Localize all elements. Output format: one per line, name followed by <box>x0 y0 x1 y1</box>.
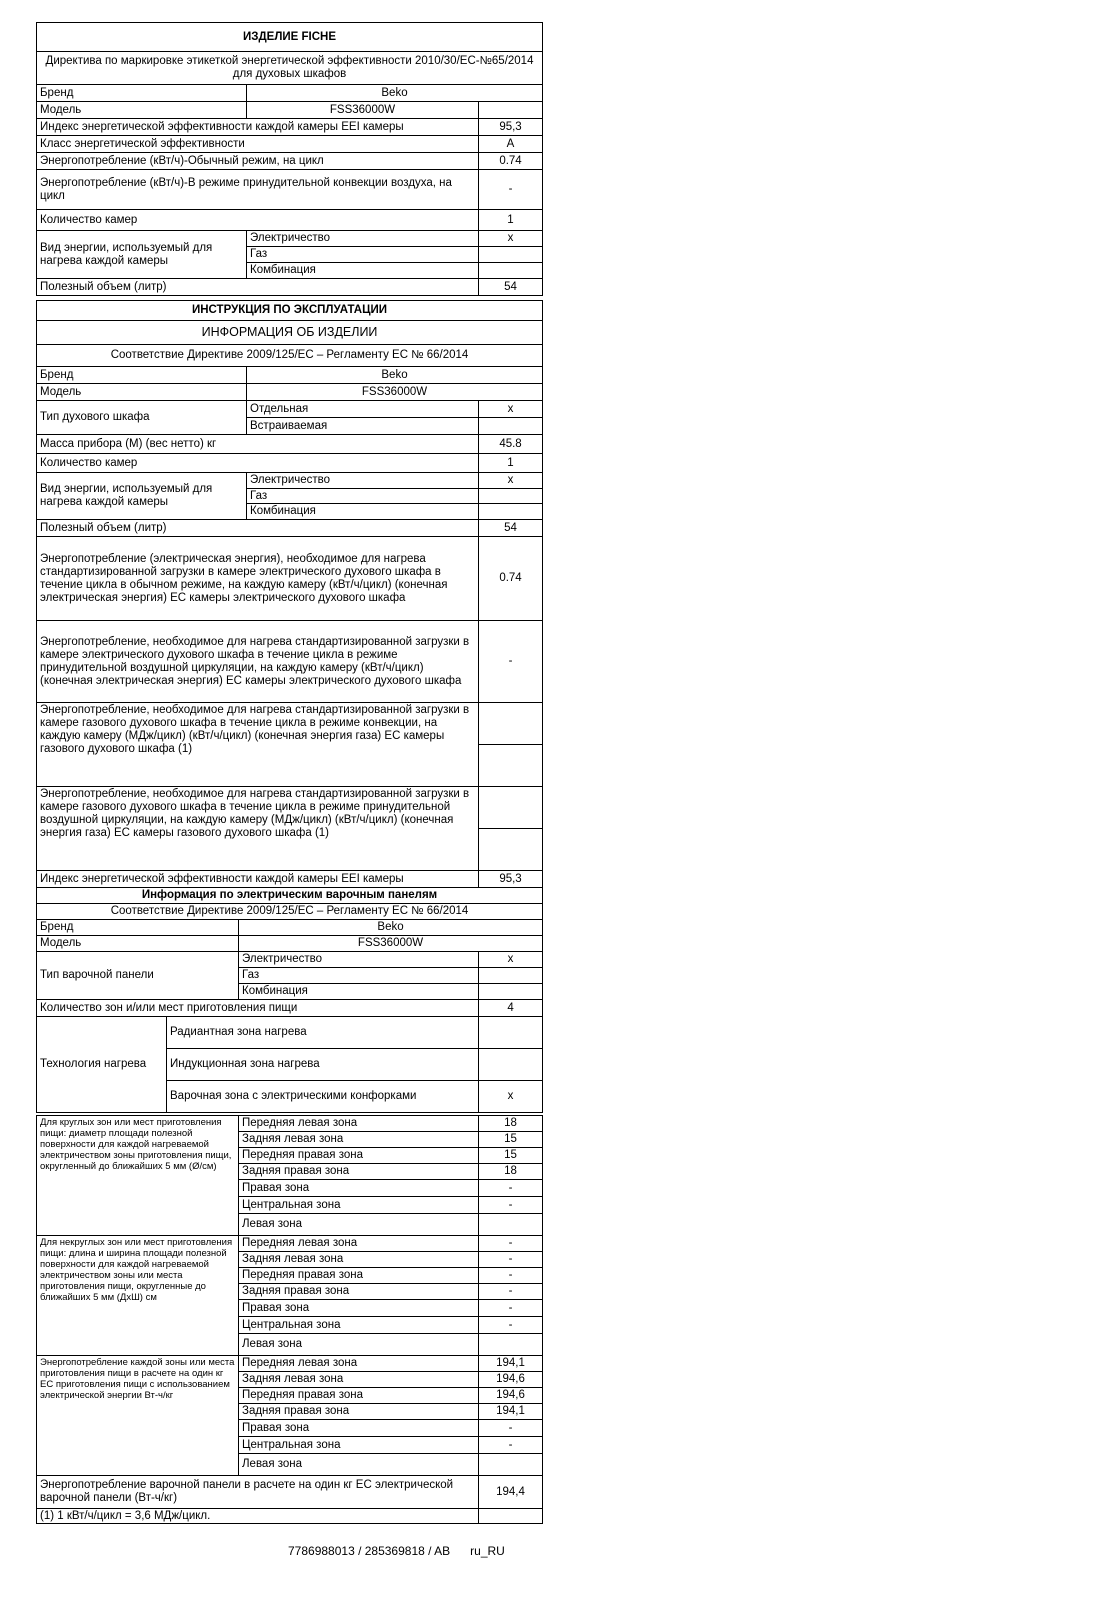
fiche-brand: Beko <box>247 85 543 102</box>
manual-title: ИНСТРУКЦИЯ ПО ЭКСПЛУАТАЦИИ <box>37 301 543 321</box>
oven-mass: 45.8 <box>479 435 543 454</box>
energy-zone-value: 194,1 <box>479 1356 543 1372</box>
oven-conformity: Соответствие Директиве 2009/125/ЕС – Регламенту ЕС № 66/2014 <box>37 345 543 367</box>
oven-brand: Beko <box>247 367 543 384</box>
hob-type-name: Электричество <box>239 952 479 968</box>
energy-zone-value: 194,1 <box>479 1404 543 1420</box>
round-zone-value: 15 <box>479 1148 543 1164</box>
fiche-energy-normal: 0.74 <box>479 153 543 170</box>
footnote: (1) 1 кВт/ч/цикл = 3,6 МДж/цикл. <box>37 1509 479 1524</box>
oven-type-name: Встраиваемая <box>247 418 479 435</box>
nonround-zone-value: - <box>479 1284 543 1300</box>
nonround-zone-name: Задняя правая зона <box>239 1284 479 1300</box>
hob-brand: Beko <box>239 920 543 936</box>
energy-zone-value: 194,6 <box>479 1388 543 1404</box>
hob-tech-value <box>479 1017 543 1049</box>
fiche-heat-source-value <box>479 247 543 263</box>
doc-number: 7786988013 / 285369818 / AB <box>288 1544 451 1558</box>
fiche-model-label: Модель <box>37 102 247 119</box>
energy-zone-value: - <box>479 1420 543 1437</box>
round-zone-value <box>479 1214 543 1236</box>
energy-zone-name: Задняя правая зона <box>239 1404 479 1420</box>
oven-heat-source-name: Электричество <box>247 473 479 489</box>
nonround-zone-name: Правая зона <box>239 1300 479 1317</box>
fiche-heat-source-name: Электричество <box>247 231 479 247</box>
fiche-class-label: Класс энергетической эффективности <box>37 136 479 153</box>
oven-heat-source-value: x <box>479 473 543 489</box>
oven-eei: 95,3 <box>479 871 543 888</box>
hob-conformity: Соответствие Директиве 2009/125/ЕС – Регламенту ЕС № 66/2014 <box>37 904 543 920</box>
hob-type-value <box>479 984 543 1000</box>
fiche-heat-source-value: x <box>479 231 543 247</box>
fiche-model: FSS36000W <box>247 102 479 119</box>
hob-model-label: Модель <box>37 936 239 952</box>
document-footer <box>288 1544 505 1558</box>
energy-zone-name: Задняя левая зона <box>239 1372 479 1388</box>
hob-tech-value <box>479 1049 543 1081</box>
round-zone-name: Правая зона <box>239 1180 479 1197</box>
hob-tech-value: x <box>479 1081 543 1113</box>
fiche-volume-label: Полезный объем (литр) <box>37 279 479 296</box>
oven-info-table <box>36 300 543 888</box>
hob-tech-label: Технология нагрева <box>37 1017 167 1113</box>
nonround-zone-value: - <box>479 1268 543 1284</box>
hob-brand-label: Бренд <box>37 920 239 936</box>
hob-energy-value: 194,4 <box>479 1476 543 1509</box>
nonround-zone-value: - <box>479 1252 543 1268</box>
ec-gas-value-mj <box>479 703 543 745</box>
oven-mass-label: Масса прибора (M) (вес нетто) кг <box>37 435 479 454</box>
nonround-zone-name: Левая зона <box>239 1334 479 1356</box>
nonround-zones-label: Для некруглых зон или мест приготовления пищи: длина и ширина площади полезной поверхности для каждой нагреваемой электричеством зоны или места приготовления пищи, округленные до ближайших 5 мм (ДхШ) см <box>37 1236 239 1356</box>
ec-gas-forced-value-mj <box>479 787 543 829</box>
hob-type-name: Комбинация <box>239 984 479 1000</box>
nonround-zone-name: Передняя правая зона <box>239 1268 479 1284</box>
oven-volume-label: Полезный объем (литр) <box>37 520 479 537</box>
energy-zone-name: Передняя левая зона <box>239 1356 479 1372</box>
hob-type-value: x <box>479 952 543 968</box>
energy-zone-name: Правая зона <box>239 1420 479 1437</box>
hob-title: Информация по электрическим варочным панелям <box>37 888 543 904</box>
fiche-title: ИЗДЕЛИЕ FICHE <box>37 23 543 52</box>
oven-type-value <box>479 418 543 435</box>
fiche-heat-source-label: Вид энергии, используемый для нагрева каждой камеры <box>37 231 247 279</box>
fiche-cavities: 1 <box>479 210 543 231</box>
hob-zones-table <box>36 1115 543 1524</box>
round-zone-value: - <box>479 1180 543 1197</box>
locale-code: ru_RU <box>470 1544 505 1558</box>
round-zone-name: Задняя левая зона <box>239 1132 479 1148</box>
round-zone-value: 18 <box>479 1116 543 1132</box>
oven-type-label: Тип духового шкафа <box>37 401 247 435</box>
round-zone-name: Передняя правая зона <box>239 1148 479 1164</box>
energy-zone-name: Левая зона <box>239 1454 479 1476</box>
hob-model: FSS36000W <box>239 936 543 952</box>
nonround-zone-name: Задняя левая зона <box>239 1252 479 1268</box>
oven-heat-source-value <box>479 489 543 504</box>
nonround-zone-value: - <box>479 1300 543 1317</box>
energy-zone-value <box>479 1454 543 1476</box>
fiche-eei-label: Индекс энергетической эффективности каждой камеры EEI камеры <box>37 119 479 136</box>
oven-heat-source-value <box>479 504 543 520</box>
fiche-energy-forced: - <box>479 170 543 210</box>
fiche-table <box>36 22 543 296</box>
oven-volume: 54 <box>479 520 543 537</box>
oven-cavities: 1 <box>479 454 543 473</box>
fiche-energy-forced-label: Энергопотребление (кВт/ч)-В режиме принудительной конвекции воздуха, на цикл <box>37 170 479 210</box>
energy-zone-value: - <box>479 1437 543 1454</box>
hob-energy-label: Энергопотребление варочной панели в расчете на один кг ЕС электрической варочной панели (Вт-ч/кг) <box>37 1476 479 1509</box>
nonround-zone-value <box>479 1334 543 1356</box>
round-zone-name: Задняя правая зона <box>239 1164 479 1180</box>
oven-model-label: Модель <box>37 384 247 401</box>
fiche-heat-source-name: Газ <box>247 247 479 263</box>
nonround-zone-name: Передняя левая зона <box>239 1236 479 1252</box>
fiche-heat-source-value <box>479 263 543 279</box>
product-fiche-sheet <box>36 22 542 1524</box>
ec-gas-value-kwh <box>479 745 543 787</box>
fiche-directive: Директива по маркировке этикеткой энергетической эффективности 2010/30/ЕС-№65/2014 для духовых шкафов <box>37 52 543 85</box>
energy-zone-name: Передняя правая зона <box>239 1388 479 1404</box>
ec-gas-forced-value-kwh <box>479 829 543 871</box>
oven-heat-source-name: Комбинация <box>247 504 479 520</box>
fiche-heat-source-name: Комбинация <box>247 263 479 279</box>
oven-cavities-label: Количество камер <box>37 454 479 473</box>
fiche-brand-label: Бренд <box>37 85 247 102</box>
hob-table <box>36 887 543 1113</box>
hob-type-label: Тип варочной панели <box>37 952 239 1000</box>
hob-tech-name: Индукционная зона нагрева <box>167 1049 479 1081</box>
ec-electric-value: 0.74 <box>479 537 543 621</box>
oven-type-name: Отдельная <box>247 401 479 418</box>
fiche-cavities-label: Количество камер <box>37 210 479 231</box>
oven-type-value: x <box>479 401 543 418</box>
round-zones-label: Для круглых зон или мест приготовления пищи: диаметр площади полезной поверхности для каждой нагреваемой электричеством зоны приготовления пищи, округленный до ближайших 5 мм (Ø/см) <box>37 1116 239 1236</box>
nonround-zone-value: - <box>479 1317 543 1334</box>
round-zone-value: - <box>479 1197 543 1214</box>
hob-zones-count: 4 <box>479 1000 543 1017</box>
info-title: ИНФОРМАЦИЯ ОБ ИЗДЕЛИИ <box>37 321 543 345</box>
round-zone-value: 15 <box>479 1132 543 1148</box>
hob-tech-name: Варочная зона с электрическими конфорками <box>167 1081 479 1113</box>
oven-model: FSS36000W <box>247 384 543 401</box>
fiche-class: A <box>479 136 543 153</box>
nonround-zone-value: - <box>479 1236 543 1252</box>
round-zone-value: 18 <box>479 1164 543 1180</box>
round-zone-name: Передняя левая зона <box>239 1116 479 1132</box>
ec-electric-label: Энергопотребление (электрическая энергия), необходимое для нагрева стандартизированной загрузки в камере электрического духового шкафа в течение цикла в обычном режиме, на каждую камеру (кВт/ч/цикл) (конечная электрическая энергия) ЕС камеры электрического духового шкафа <box>37 537 479 621</box>
fiche-volume: 54 <box>479 279 543 296</box>
energy-zones-label: Энергопотребление каждой зоны или места приготовления пищи в расчете на один кг ЕС приготовления пищи с использованием электрической энергии Вт-ч/кг <box>37 1356 239 1476</box>
oven-heat-source-label: Вид энергии, используемый для нагрева каждой камеры <box>37 473 247 520</box>
ec-electric-forced-label: Энергопотребление, необходимое для нагрева стандартизированной загрузки в камере электрического духового шкафа в течение цикла в режиме принудительной воздушной циркуляции, на каждую камеру (кВт/ч/цикл) (конечная электрическая энергия) ЕС камеры электрического духового шкафа <box>37 621 479 703</box>
energy-zone-value: 194,6 <box>479 1372 543 1388</box>
oven-heat-source-name: Газ <box>247 489 479 504</box>
fiche-energy-normal-label: Энергопотребление (кВт/ч)-Обычный режим, на цикл <box>37 153 479 170</box>
energy-zone-name: Центральная зона <box>239 1437 479 1454</box>
round-zone-name: Левая зона <box>239 1214 479 1236</box>
ec-electric-forced-value: - <box>479 621 543 703</box>
oven-eei-label: Индекс энергетической эффективности каждой камеры EEI камеры <box>37 871 479 888</box>
ec-gas-forced-label: Энергопотребление, необходимое для нагрева стандартизированной загрузки в камере газового духового шкафа в течение цикла в режиме принудительной воздушной циркуляции, на каждую камеру (МДж/цикл) (кВт/ч/цикл) (конечная энергия газа) ЕС камеры газового духового шкафа (1) <box>37 787 479 871</box>
fiche-eei: 95,3 <box>479 119 543 136</box>
hob-type-name: Газ <box>239 968 479 984</box>
round-zone-name: Центральная зона <box>239 1197 479 1214</box>
nonround-zone-name: Центральная зона <box>239 1317 479 1334</box>
oven-brand-label: Бренд <box>37 367 247 384</box>
hob-tech-name: Радиантная зона нагрева <box>167 1017 479 1049</box>
hob-zones-count-label: Количество зон и/или мест приготовления пищи <box>37 1000 479 1017</box>
hob-type-value <box>479 968 543 984</box>
ec-gas-label: Энергопотребление, необходимое для нагрева стандартизированной загрузки в камере газового духового шкафа в течение цикла в режиме конвекции, на каждую камеру (МДж/цикл) (кВт/ч/цикл) (конечная энергия газа) ЕС камеры газового духового шкафа (1) <box>37 703 479 787</box>
